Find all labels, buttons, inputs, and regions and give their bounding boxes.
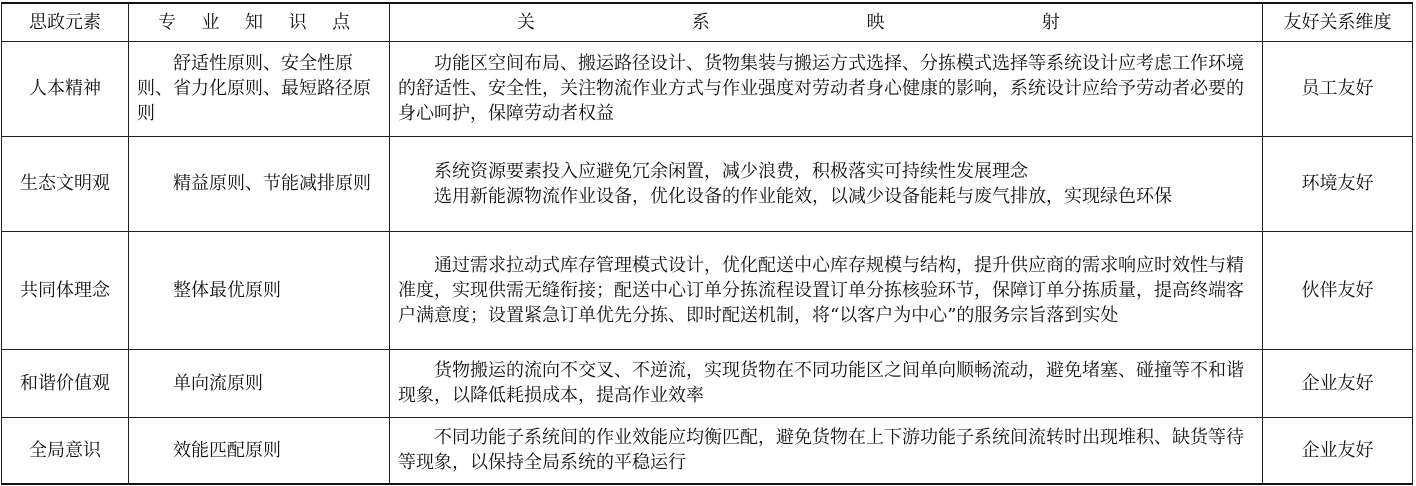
header-element: 思政元素 [2, 3, 129, 41]
table-row [2, 136, 1413, 231]
knowledge-text: 整体最优原则 [173, 279, 281, 301]
knowledge-cell [129, 41, 390, 136]
element-cell: 共同体理念 [2, 231, 129, 349]
element-cell: 全局意识 [2, 417, 129, 484]
knowledge-cell [129, 349, 390, 417]
ideology-mapping-table [1, 2, 1413, 485]
knowledge-cell [129, 231, 390, 349]
element-cell: 生态文明观 [2, 136, 129, 231]
header-dimension: 友好关系维度 [1263, 3, 1413, 41]
knowledge-text: 效能匹配原则 [173, 439, 281, 461]
knowledge-text: 舒适性原则、安全性原则、省力化原则、最短路径原则 [137, 53, 371, 124]
mapping-cell [390, 231, 1263, 349]
mapping-paragraph: 功能区空间布局、搬运路径设计、货物集装与搬运方式选择、分拣模式选择等系统设计应考虑工作环境的舒适性、安全性，关注物流作业方式与作业强度对劳动者身心健康的影响，系统设计应给予劳动者必要的身心呵护，保障劳动者权益 [398, 53, 1244, 124]
table-row [2, 417, 1413, 484]
mapping-paragraph: 通过需求拉动式库存管理模式设计，优化配送中心库存规模与结构，提升供应商的需求响应时效性与精准度，实现供需无缝衔接；配送中心订单分拣流程设置订单分拣核验环节，保障订单分拣质量，提高终端客户满意度；设置紧急订单优先分拣、即时配送机制，将“以客户为中心”的服务宗旨落到实处 [398, 254, 1244, 326]
mapping-cell [390, 136, 1263, 231]
table-row [2, 231, 1413, 349]
table-row [2, 41, 1413, 136]
mapping-paragraph: 不同功能子系统间的作业效能应均衡匹配，避免货物在上下游功能子系统间流转时出现堆积、缺货等待等现象，以保持全局系统的平稳运行 [398, 427, 1244, 474]
mapping-paragraph: 选用新能源物流作业设备，优化设备的作业能效，以减少设备能耗与废气排放，实现绿色环保 [434, 185, 1172, 207]
knowledge-cell [129, 136, 390, 231]
mapping-paragraph: 货物搬运的流向不交叉、不逆流，实现货物在不同功能区之间单向顺畅流动，避免堵塞、碰撞等不和谐现象，以降低耗损成本，提高作业效率 [398, 360, 1244, 406]
dimension-cell: 环境友好 [1263, 136, 1413, 231]
knowledge-text: 单向流原则 [173, 372, 263, 394]
knowledge-text: 精益原则、节能减排原则 [173, 173, 371, 194]
dimension-cell: 企业友好 [1263, 349, 1413, 417]
table-row [2, 349, 1413, 417]
dimension-cell: 企业友好 [1263, 417, 1413, 484]
dimension-cell: 员工友好 [1263, 41, 1413, 136]
knowledge-cell [129, 417, 390, 484]
mapping-cell [390, 41, 1263, 136]
dimension-cell: 伙伴友好 [1263, 231, 1413, 349]
element-cell: 人本精神 [2, 41, 129, 136]
header-knowledge: 专 业 知 识 点 [129, 3, 390, 41]
mapping-cell [390, 349, 1263, 417]
header-row [2, 3, 1413, 41]
element-cell: 和谐价值观 [2, 349, 129, 417]
mapping-cell [390, 417, 1263, 484]
mapping-paragraph: 系统资源要素投入应避免冗余闲置，减少浪费，积极落实可持续性发展理念 [434, 160, 1028, 182]
header-mapping: 关 系 映 射 [390, 3, 1263, 41]
